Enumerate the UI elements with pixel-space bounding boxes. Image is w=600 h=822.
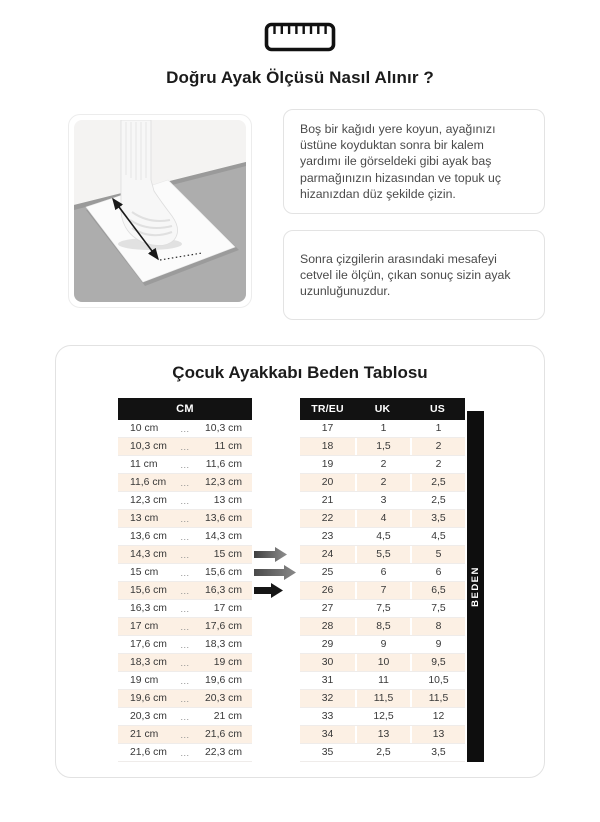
cm-range-row (118, 492, 252, 510)
cm-range-row (118, 564, 252, 582)
size-us: 7,5 (410, 600, 465, 617)
cm-min: 13,6 cm (130, 531, 167, 543)
cm-range-row (118, 618, 252, 636)
cm-max: 14,3 cm (205, 531, 242, 543)
cm-min: 10,3 cm (130, 441, 167, 453)
size-us: 4,5 (410, 528, 465, 545)
cm-range-row (118, 456, 252, 474)
size-uk: 1 (355, 420, 410, 437)
size-us: 6 (410, 564, 465, 581)
size-uk: 7 (355, 582, 410, 599)
size-us: 12 (410, 708, 465, 725)
cm-max: 17 cm (213, 603, 242, 615)
size-us: 2 (410, 456, 465, 473)
cm-range-row (118, 582, 252, 600)
range-separator: ... (180, 603, 190, 614)
size-row (300, 636, 465, 654)
size-row (300, 474, 465, 492)
size-table-header (300, 398, 465, 420)
size-us: 9 (410, 636, 465, 653)
cm-range-row (118, 636, 252, 654)
cm-min: 16,3 cm (130, 603, 167, 615)
size-uk: 1,5 (355, 438, 410, 455)
size-us: 1 (410, 420, 465, 437)
size-uk: 6 (355, 564, 410, 581)
range-separator: ... (180, 621, 190, 632)
size-us: 2 (410, 438, 465, 455)
size-tr-eu: 27 (321, 603, 334, 615)
beden-label: BEDEN (470, 566, 482, 607)
size-tr-eu: 23 (321, 531, 334, 543)
size-tr-eu: 20 (300, 474, 355, 491)
size-uk: 9 (355, 636, 410, 653)
size-uk: 12,5 (355, 708, 410, 725)
size-row (300, 744, 465, 762)
cm-range-row (118, 654, 252, 672)
cm-range-row (118, 474, 252, 492)
size-tr-eu: 17 (321, 423, 334, 435)
cm-min: 13 cm (130, 513, 159, 525)
size-row (300, 654, 465, 672)
instruction-step-2-text: Sonra çizgilerin arasındaki mesafeyi cetvel ile ölçün, çıkan sonuç sizin ayak uzunluğunuzdur. (300, 251, 511, 299)
size-tr-eu: 29 (321, 639, 334, 651)
cm-table-header: CM (118, 398, 252, 420)
size-us: 2,5 (410, 474, 465, 491)
size-tr-eu: 24 (300, 546, 355, 563)
size-tr-eu: 26 (300, 582, 355, 599)
cm-max: 19 cm (213, 657, 242, 669)
size-row (300, 528, 465, 546)
cm-range-row (118, 744, 252, 762)
size-tr-eu: 33 (321, 711, 334, 723)
cm-min: 20,3 cm (130, 711, 167, 723)
cm-max: 11,6 cm (205, 459, 242, 471)
size-uk: 11,5 (355, 690, 410, 707)
size-uk: 8,5 (355, 618, 410, 635)
cm-min: 14,3 cm (130, 549, 167, 561)
size-row (300, 600, 465, 618)
size-uk: 2 (355, 456, 410, 473)
cm-max: 19,6 cm (205, 675, 242, 687)
cm-max: 22,3 cm (205, 747, 242, 759)
size-us: 3,5 (410, 744, 465, 761)
cm-max: 11 cm (214, 441, 242, 453)
arrows-box (252, 398, 300, 602)
instruction-step-2 (283, 230, 545, 320)
cm-range-row (118, 528, 252, 546)
range-separator: ... (180, 549, 190, 560)
range-separator: ... (180, 531, 190, 542)
cm-range-row (118, 438, 252, 456)
cm-min: 19 cm (130, 675, 159, 687)
measure-section (68, 114, 545, 320)
size-us: 8 (410, 618, 465, 635)
cm-max: 18,3 cm (205, 639, 242, 651)
cm-table-body (118, 420, 252, 762)
size-us: 11,5 (410, 690, 465, 707)
size-uk: 13 (355, 726, 410, 743)
size-row (300, 582, 465, 600)
cm-max: 16,3 cm (205, 585, 242, 597)
range-separator: ... (180, 459, 190, 470)
cm-range-row (118, 420, 252, 438)
range-separator: ... (180, 585, 190, 596)
cm-min: 21,6 cm (130, 747, 167, 759)
size-tr-eu: 22 (300, 510, 355, 527)
cm-min: 19,6 cm (130, 693, 167, 705)
size-uk: 2 (355, 474, 410, 491)
foot-measurement-image (68, 114, 252, 308)
cm-table (118, 398, 252, 762)
cm-max: 13 cm (213, 495, 242, 507)
size-us: 2,5 (410, 492, 465, 509)
cm-min: 21 cm (130, 729, 159, 741)
range-separator: ... (180, 639, 190, 650)
range-separator: ... (180, 477, 190, 488)
size-us: 10,5 (410, 672, 465, 689)
cm-max: 10,3 cm (205, 423, 242, 435)
range-separator: ... (180, 495, 190, 506)
range-separator: ... (180, 693, 190, 704)
cm-max: 15 cm (213, 549, 242, 561)
size-tr-eu: 32 (300, 690, 355, 707)
size-row (300, 420, 465, 438)
size-tr-eu: 30 (300, 654, 355, 671)
range-separator: ... (180, 747, 190, 758)
cm-range-row (118, 708, 252, 726)
size-uk: 4 (355, 510, 410, 527)
size-row (300, 510, 465, 528)
size-row (300, 456, 465, 474)
size-tr-eu: 28 (300, 618, 355, 635)
range-separator: ... (180, 675, 190, 686)
size-row (300, 708, 465, 726)
size-table-title: Çocuk Ayakkabı Beden Tablosu (172, 363, 428, 383)
size-tr-eu: 34 (300, 726, 355, 743)
size-table-card (55, 345, 545, 778)
cm-range-row (118, 600, 252, 618)
cm-min: 11 cm (130, 459, 158, 471)
size-row (300, 726, 465, 744)
foot-on-paper-illustration (74, 120, 246, 302)
ruler-icon (0, 22, 600, 52)
size-uk: 4,5 (355, 528, 410, 545)
size-uk: 5,5 (355, 546, 410, 563)
range-separator: ... (180, 729, 190, 740)
size-uk: 2,5 (355, 744, 410, 761)
size-tr-eu: 25 (321, 567, 334, 579)
cm-range-row (118, 690, 252, 708)
cm-range-row (118, 510, 252, 528)
size-row (300, 546, 465, 564)
cm-range-row (118, 546, 252, 564)
cm-min: 17 cm (130, 621, 159, 633)
size-row (300, 618, 465, 636)
size-us: 9,5 (410, 654, 465, 671)
range-separator: ... (180, 423, 190, 434)
header-tr-eu: TR/EU (311, 403, 344, 416)
cm-max: 21 cm (213, 711, 242, 723)
cm-min: 12,3 cm (130, 495, 167, 507)
instruction-step-1-text: Boş bir kağıdı yere koyun, ayağınızı üstüne koyduktan sonra bir kalem yardımı ile görseldeki gibi ayak baş parmağınızın hizasından ve topuk uç hizanızdan düz şekilde çizin. (300, 122, 501, 201)
size-row (300, 438, 465, 456)
cm-max: 20,3 cm (205, 693, 242, 705)
instruction-step-1 (283, 109, 545, 214)
size-us: 6,5 (410, 582, 465, 599)
size-row (300, 564, 465, 582)
cm-min: 11,6 cm (130, 477, 167, 489)
range-separator: ... (180, 567, 190, 578)
size-tr-eu: 21 (321, 495, 334, 507)
header-uk: UK (374, 403, 391, 416)
range-separator: ... (180, 711, 190, 722)
cm-min: 10 cm (130, 423, 159, 435)
cm-max: 17,6 cm (205, 621, 242, 633)
size-tr-eu: 18 (300, 438, 355, 455)
beden-side-strip (467, 411, 484, 762)
size-us: 13 (410, 726, 465, 743)
size-row (300, 492, 465, 510)
cm-min: 17,6 cm (130, 639, 167, 651)
size-uk: 7,5 (355, 600, 410, 617)
page-title: Doğru Ayak Ölçüsü Nasıl Alınır ? (166, 68, 434, 87)
instructions (283, 114, 545, 320)
size-row (300, 690, 465, 708)
cm-min: 15,6 cm (130, 585, 167, 597)
size-tr-eu: 19 (321, 459, 334, 471)
cm-max: 21,6 cm (205, 729, 242, 741)
tables-row (56, 398, 544, 762)
size-uk: 3 (355, 492, 410, 509)
size-us: 3,5 (410, 510, 465, 527)
size-us: 5 (410, 546, 465, 563)
range-separator: ... (180, 441, 190, 452)
size-uk: 11 (355, 672, 410, 689)
size-table-body (300, 420, 465, 762)
size-row (300, 672, 465, 690)
cm-max: 15,6 cm (205, 567, 242, 579)
cm-max: 12,3 cm (205, 477, 242, 489)
range-separator: ... (180, 513, 190, 524)
size-table (300, 398, 465, 762)
header-us: US (430, 403, 445, 416)
cm-range-row (118, 672, 252, 690)
range-separator: ... (180, 657, 190, 668)
cm-min: 18,3 cm (130, 657, 167, 669)
size-tr-eu: 31 (321, 675, 334, 687)
size-tr-eu: 35 (321, 747, 334, 759)
cm-max: 13,6 cm (205, 513, 242, 525)
cm-min: 15 cm (130, 567, 159, 579)
cm-range-row (118, 726, 252, 744)
conversion-arrows-icon (253, 544, 299, 602)
size-uk: 10 (355, 654, 410, 671)
